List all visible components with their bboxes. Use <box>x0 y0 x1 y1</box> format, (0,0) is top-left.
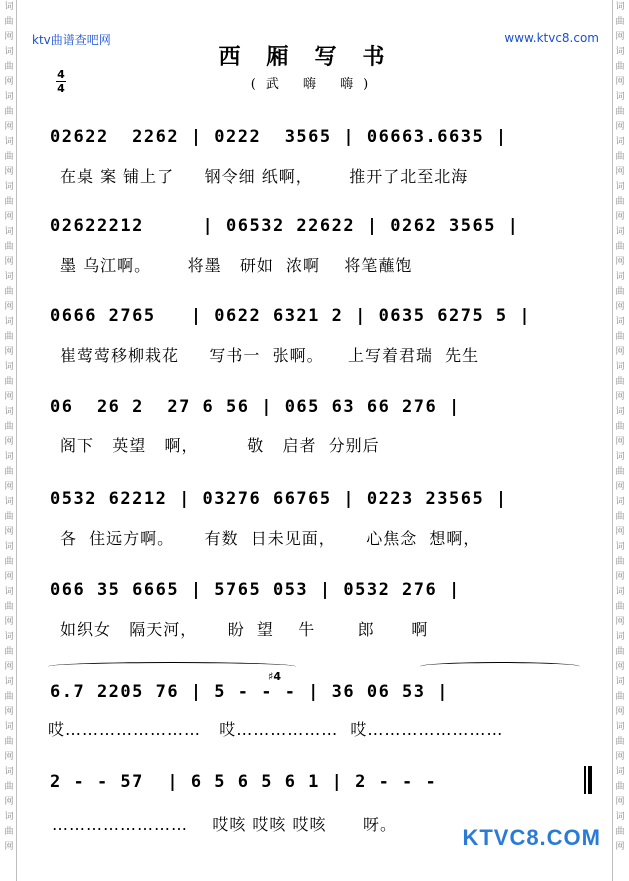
watermark-glyph: 曲 <box>4 512 14 522</box>
watermark-glyph: 词 <box>615 497 625 507</box>
watermark-glyph: 词 <box>4 407 14 417</box>
watermark-glyph: 词 <box>615 542 625 552</box>
lyrics-row-4: 阁下 英望 啊， 敬 启者 分别后 <box>60 436 380 455</box>
watermark-glyph: 网 <box>615 212 625 222</box>
watermark-glyph: 网 <box>615 347 625 357</box>
watermark-glyph: 网 <box>615 302 625 312</box>
watermark-glyph: 曲 <box>4 17 14 27</box>
watermark-glyph: 词 <box>615 227 625 237</box>
watermark-glyph: 词 <box>4 767 14 777</box>
watermark-glyph: 曲 <box>4 197 14 207</box>
watermark-glyph: 曲 <box>615 62 625 72</box>
watermark-glyph: 网 <box>4 707 14 717</box>
watermark-glyph: 词 <box>615 677 625 687</box>
notes-row-5: 0532 62212 | 03276 66765 | 0223 23565 | <box>50 489 508 509</box>
watermark-glyph: 网 <box>4 257 14 267</box>
watermark-glyph: 曲 <box>615 152 625 162</box>
time-signature-top: 4 <box>57 68 65 81</box>
lyrics-row-6: 如织女 隔天河， 盼 望 牛 郎 啊 <box>60 620 429 639</box>
watermark-glyph: 词 <box>615 632 625 642</box>
watermark-glyph: 曲 <box>4 827 14 837</box>
notes-row-4: 06 26 2 27 6 56 | 065 63 66 276 | <box>50 397 461 417</box>
watermark-glyph: 词 <box>4 632 14 642</box>
watermark-glyph: 词 <box>4 272 14 282</box>
watermark-glyph: 网 <box>615 32 625 42</box>
watermark-glyph: 词 <box>4 452 14 462</box>
watermark-glyph: 词 <box>615 362 625 372</box>
watermark-glyph: 曲 <box>615 557 625 567</box>
watermark-glyph: 词 <box>615 137 625 147</box>
site-name-left[interactable]: ktv曲谱查吧网 <box>32 33 111 47</box>
tie-slur <box>48 662 296 671</box>
watermark-glyph: 曲 <box>4 467 14 477</box>
watermark-glyph: 曲 <box>615 17 625 27</box>
watermark-glyph: 曲 <box>4 782 14 792</box>
site-url-right[interactable]: www.ktvc8.com <box>504 31 599 45</box>
watermark-glyph: 词 <box>615 47 625 57</box>
watermark-glyph: 网 <box>4 797 14 807</box>
watermark-glyph: 词 <box>615 317 625 327</box>
watermark-glyph: 曲 <box>615 197 625 207</box>
lyrics-row-7: 哎…………………… 哎……………… 哎…………………… <box>48 720 504 739</box>
watermark-glyph: 词 <box>4 587 14 597</box>
watermark-glyph: 词 <box>615 722 625 732</box>
watermark-glyph: 词 <box>4 92 14 102</box>
watermark-glyph: 网 <box>4 662 14 672</box>
watermark-glyph: 网 <box>4 752 14 762</box>
watermark-glyph: 曲 <box>4 242 14 252</box>
watermark-glyph: 曲 <box>4 107 14 117</box>
watermark-glyph: 曲 <box>615 332 625 342</box>
lyrics-row-3: 崔莺莺移柳栽花 写书一 张啊。 上写着君瑞 先生 <box>60 346 480 365</box>
watermark-glyph: 词 <box>4 182 14 192</box>
watermark-glyph: 曲 <box>4 602 14 612</box>
watermark-glyph: 曲 <box>4 287 14 297</box>
watermark-glyph: 曲 <box>615 647 625 657</box>
watermark-glyph: 词 <box>615 812 625 822</box>
watermark-glyph: 网 <box>4 167 14 177</box>
final-barline <box>584 766 592 794</box>
watermark-glyph: 网 <box>615 662 625 672</box>
watermark-glyph: 网 <box>615 527 625 537</box>
watermark-glyph: 网 <box>615 797 625 807</box>
watermark-glyph: 网 <box>4 482 14 492</box>
watermark-glyph: 词 <box>4 317 14 327</box>
watermark-glyph: 词 <box>615 767 625 777</box>
watermark-glyph: 词 <box>615 587 625 597</box>
watermark-glyph: 词 <box>4 137 14 147</box>
watermark-glyph: 曲 <box>615 242 625 252</box>
notes-row-7: 6.7 2205 76 | 5 - - - | 36 06 53 | <box>50 682 449 702</box>
lyrics-row-1: 在桌 案 铺上了 钢令细 纸啊， 推开了北至北海 <box>60 167 469 186</box>
watermark-glyph: 网 <box>4 527 14 537</box>
watermark-glyph: 曲 <box>615 422 625 432</box>
watermark-glyph: 网 <box>4 347 14 357</box>
watermark-glyph: 网 <box>615 167 625 177</box>
watermark-glyph: 网 <box>4 392 14 402</box>
watermark-glyph: 词 <box>615 2 625 12</box>
watermark-glyph: 曲 <box>4 692 14 702</box>
watermark-glyph: 网 <box>615 842 625 852</box>
watermark-glyph: 词 <box>615 407 625 417</box>
watermark-glyph: 网 <box>615 437 625 447</box>
watermark-glyph: 词 <box>615 92 625 102</box>
watermark-glyph: 网 <box>615 257 625 267</box>
watermark-glyph: 曲 <box>615 467 625 477</box>
site-watermark-logo: KTVC8.COM <box>462 825 601 850</box>
watermark-glyph: 网 <box>615 77 625 87</box>
watermark-glyph: 网 <box>4 437 14 447</box>
notes-row-8: 2 - - 57 | 6 5 6 5 6 1 | 2 - - - <box>50 772 438 792</box>
watermark-glyph: 词 <box>615 272 625 282</box>
watermark-glyph: 曲 <box>4 422 14 432</box>
watermark-glyph: 曲 <box>4 62 14 72</box>
watermark-glyph: 曲 <box>615 782 625 792</box>
watermark-glyph: 词 <box>615 452 625 462</box>
watermark-glyph: 词 <box>4 2 14 12</box>
watermark-glyph: 曲 <box>4 152 14 162</box>
notes-row-2: 02622212 | 06532 22622 | 0262 3565 | <box>50 216 520 236</box>
lyrics-row-2: 墨 乌江啊。 将墨 研如 浓啊 将笔蘸饱 <box>60 256 413 275</box>
watermark-glyph: 网 <box>615 392 625 402</box>
watermark-glyph: 网 <box>4 302 14 312</box>
watermark-glyph: 曲 <box>4 557 14 567</box>
time-signature-bottom: 4 <box>57 82 65 95</box>
tie-slur <box>420 662 580 671</box>
watermark-glyph: 网 <box>4 212 14 222</box>
watermark-glyph: 词 <box>615 182 625 192</box>
watermark-glyph: 网 <box>4 617 14 627</box>
notes-row-3: 0666 2765 | 0622 6321 2 | 0635 6275 5 | <box>50 306 532 326</box>
watermark-glyph: 曲 <box>615 827 625 837</box>
watermark-glyph: 曲 <box>4 377 14 387</box>
watermark-glyph: 曲 <box>615 512 625 522</box>
watermark-glyph: 曲 <box>615 737 625 747</box>
watermark-glyph: 网 <box>4 122 14 132</box>
key-change-mark: ♯4 <box>268 670 281 683</box>
watermark-glyph: 网 <box>4 842 14 852</box>
watermark-glyph: 词 <box>4 497 14 507</box>
watermark-glyph: 网 <box>4 572 14 582</box>
notes-row-6: 066 35 6665 | 5765 053 | 0532 276 | <box>50 580 461 600</box>
lyrics-row-5: 各 住远方啊。 有数 日未见面， 心焦念 想啊， <box>60 529 481 548</box>
watermark-glyph: 词 <box>4 227 14 237</box>
watermark-glyph: 曲 <box>615 602 625 612</box>
watermark-glyph: 曲 <box>615 377 625 387</box>
watermark-glyph: 网 <box>615 572 625 582</box>
watermark-glyph: 词 <box>4 47 14 57</box>
watermark-glyph: 网 <box>4 77 14 87</box>
watermark-glyph: 词 <box>4 677 14 687</box>
watermark-glyph: 网 <box>615 707 625 717</box>
watermark-glyph: 网 <box>615 752 625 762</box>
song-subtitle: (武 嗨 嗨) <box>250 77 379 92</box>
watermark-glyph: 曲 <box>615 287 625 297</box>
watermark-glyph: 词 <box>4 362 14 372</box>
watermark-glyph: 曲 <box>615 692 625 702</box>
watermark-glyph: 词 <box>4 542 14 552</box>
watermark-glyph: 曲 <box>615 107 625 117</box>
watermark-glyph: 曲 <box>4 737 14 747</box>
watermark-glyph: 网 <box>615 482 625 492</box>
watermark-glyph: 网 <box>4 32 14 42</box>
watermark-glyph: 曲 <box>4 647 14 657</box>
lyrics-row-8: …………………… 哎咳 哎咳 哎咳 呀。 <box>52 815 398 834</box>
notes-row-1: 02622 2262 | 0222 3565 | 06663.6635 | <box>50 127 508 147</box>
watermark-glyph: 网 <box>615 617 625 627</box>
watermark-glyph: 网 <box>615 122 625 132</box>
song-title: 西厢写书 <box>218 44 411 70</box>
watermark-glyph: 词 <box>4 812 14 822</box>
watermark-glyph: 曲 <box>4 332 14 342</box>
watermark-glyph: 词 <box>4 722 14 732</box>
